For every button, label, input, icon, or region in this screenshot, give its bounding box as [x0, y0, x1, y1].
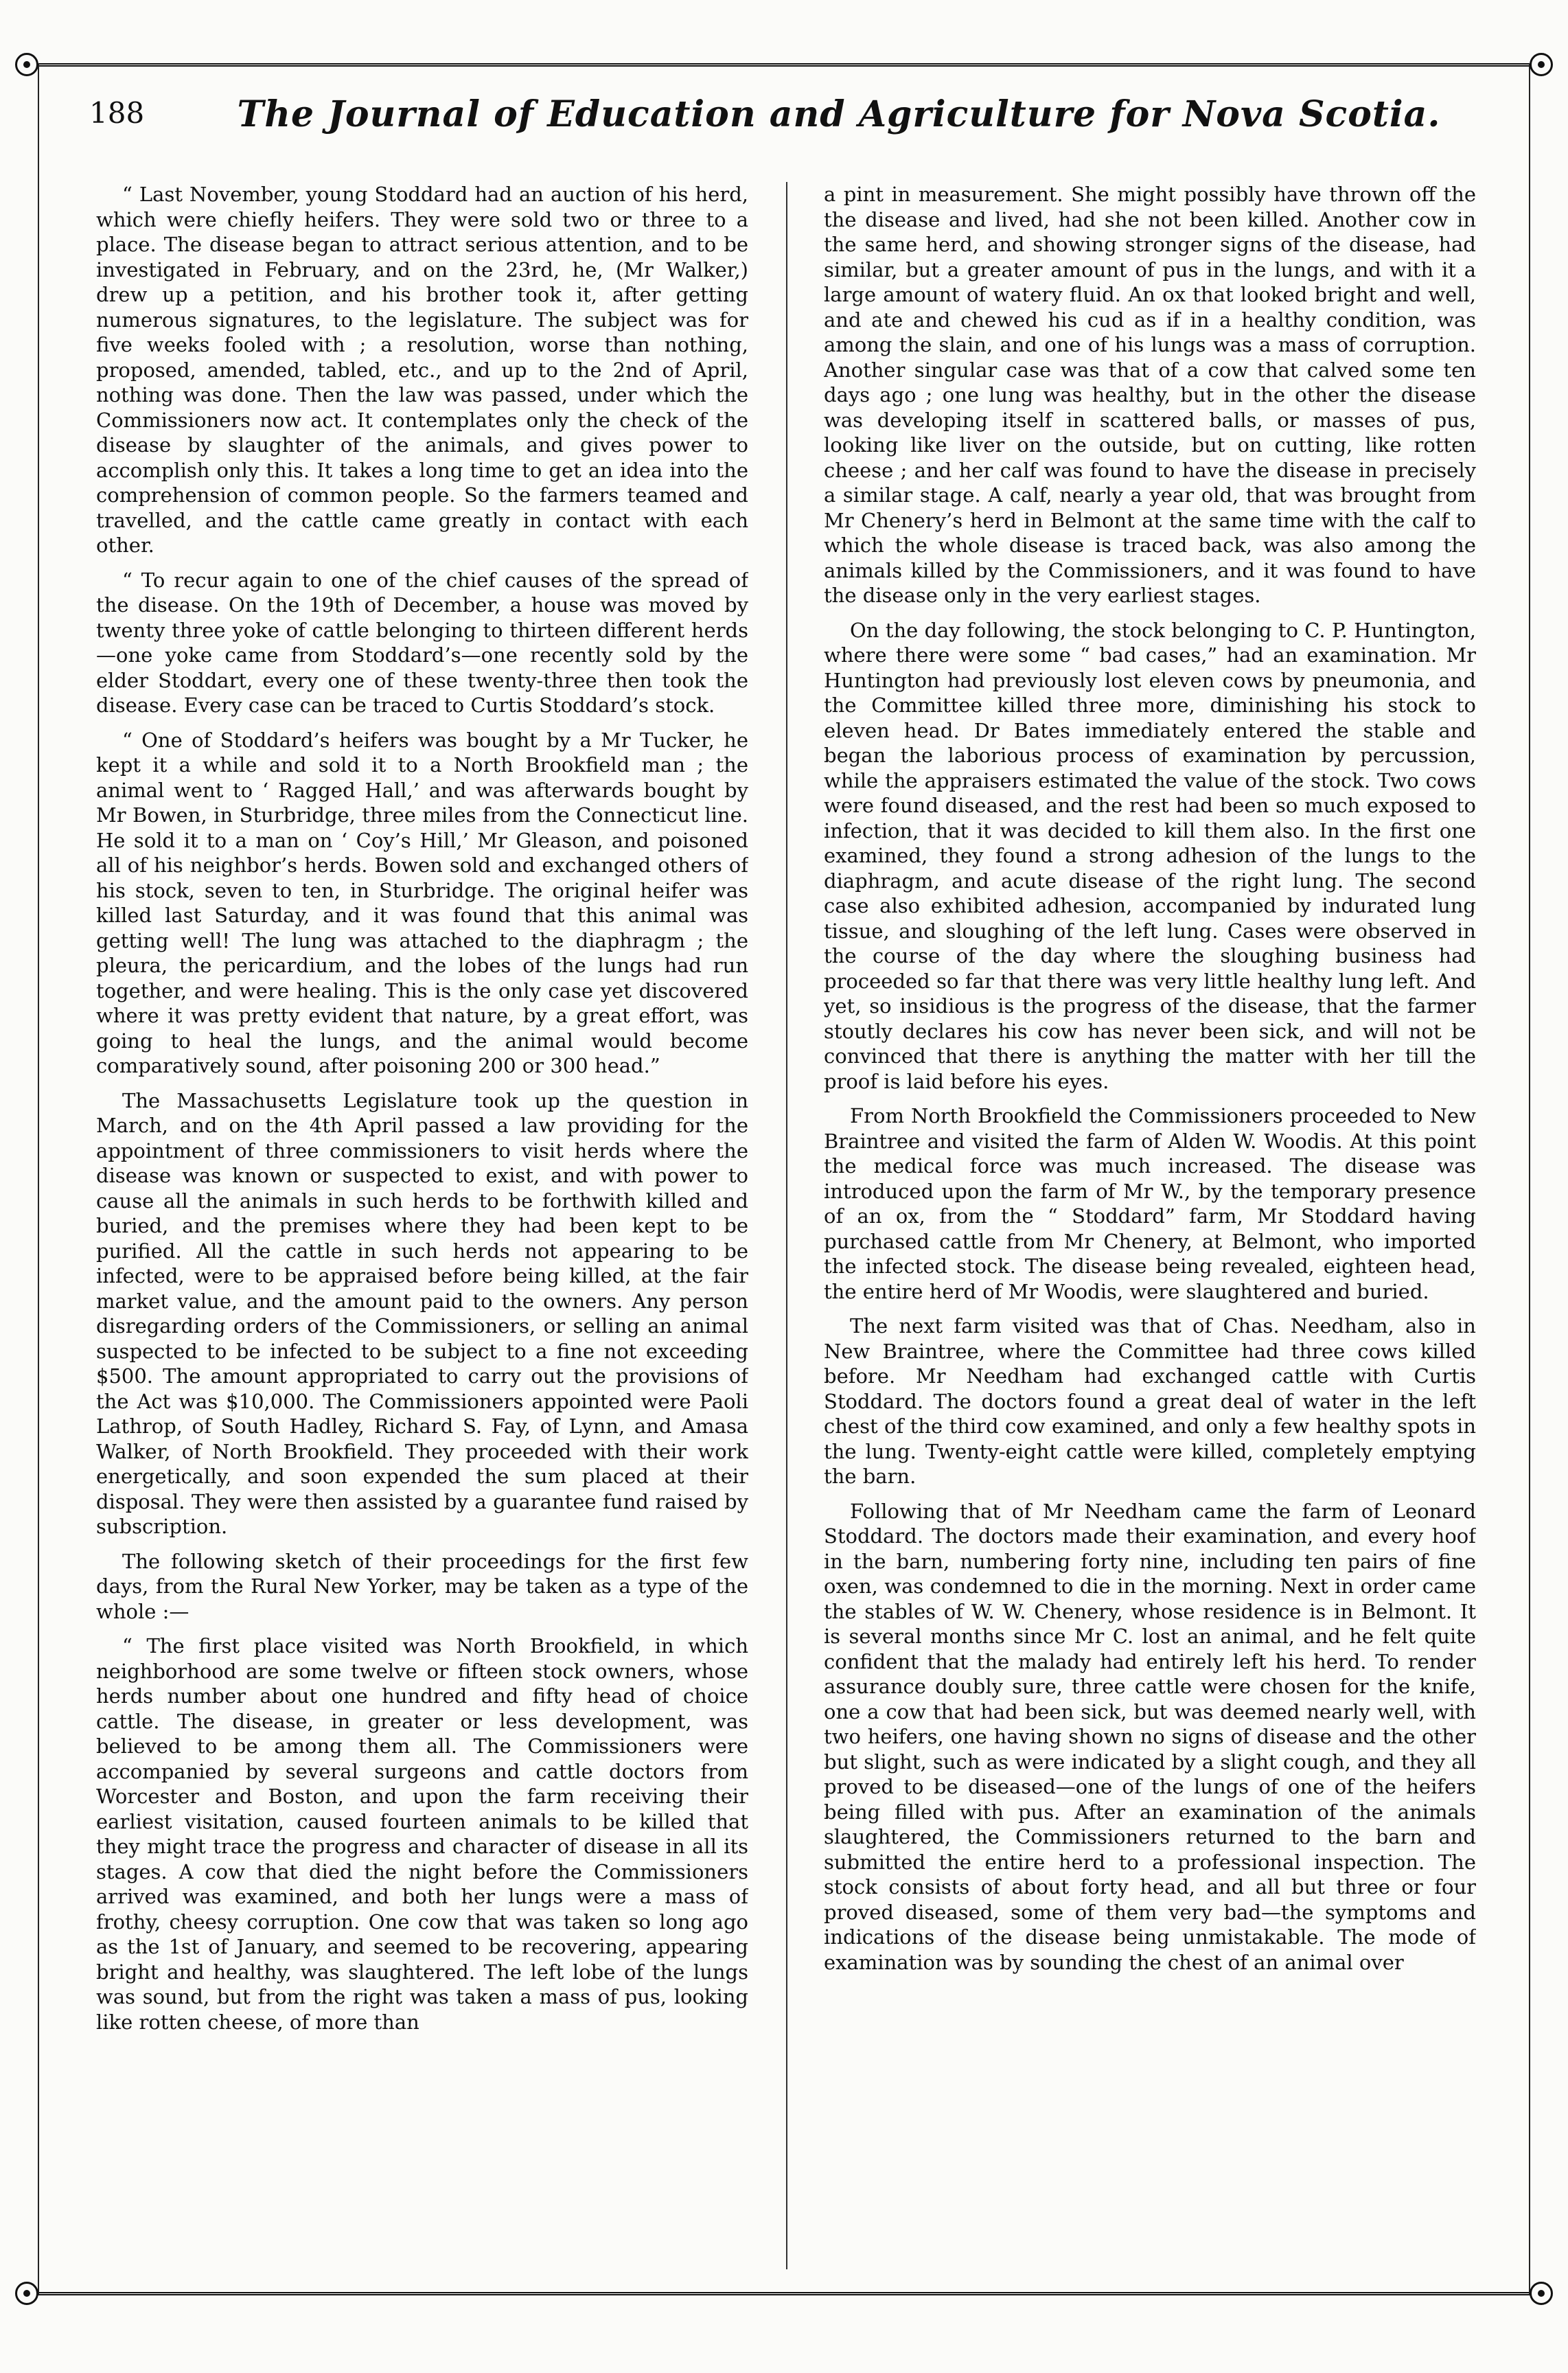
right-column	[824, 182, 1476, 2269]
corner-ornament-bottom-left-icon	[15, 2282, 38, 2305]
left-column	[96, 182, 748, 2269]
corner-ornament-bottom-right-icon	[1530, 2282, 1553, 2305]
page-number: 188	[89, 96, 145, 130]
left-paragraph-4: The Massachusetts Legislature took up the question in March, and on the 4th April passed a law providing for the appointment of three commissioners to visit herds where the disease was known or suspected to exist, and with power to cause all the animals in such herds to be forthwith killed and buried, and the premises where they had been kept to be purified. All the cattle in such herds not appearing to be infected, were to be appraised before being killed, at the fair market value, and the amount paid to the owners. Any person disregarding orders of the Commissioners, or selling an animal suspected to be infected to be subject to a fine not exceeding $500. The amount appropriated to carry out the provisions of the Act was $10,000. The Commissioners appointed were Paoli Lathrop, of South Hadley, Richard S. Fay, of Lynn, and Amasa Walker, of North Brookfield. They proceeded with their work energetically, and soon expended the sum placed at their disposal. They were then assisted by a guarantee fund raised by subscription.	[96, 1088, 748, 1538]
left-paragraph-2: “ To recur again to one of the chief causes of the spread of the disease. On the 19th of December, a house was moved by twenty three yoke of cattle belonging to thirteen different herds—one yoke came from Stoddard’s—one recently sold by the elder Stoddart, every one of these twenty-three then took the disease. Every case can be traced to Curtis Stoddard’s stock.	[96, 568, 748, 717]
article-columns	[96, 182, 1476, 2269]
corner-ornament-top-left-icon	[15, 53, 38, 76]
right-paragraph-1: a pint in measurement. She might possibly have thrown off the the disease and lived, had she not been killed. Another cow in the same herd, and showing stronger signs of the disease, had similar, but a greater amount of pus in the lungs, and with it a large amount of watery fluid. An ox that looked bright and well, and ate and chewed his cud as if in a healthy condition, was among the slain, and one of his lungs was a mass of corruption. Another singular case was that of a cow that calved some ten days ago ; one lung was healthy, but in the other the disease was developing itself in scattered balls, or masses of pus, looking like liver on the outside, but on cutting, like rotten cheese ; and her calf was found to have the disease in precisely a similar stage. A calf, nearly a year old, that was brought from Mr Chenery’s herd in Belmont at the same time with the calf to which the whole disease is traced back, was also among the animals killed by the Commissioners, and it was found to have the disease only in the very earliest stages.	[824, 183, 1476, 607]
right-paragraph-2: On the day following, the stock belonging to C. P. Huntington, where there were some “ bad cases,” had an examination. Mr Huntington had previously lost eleven cows by pneumonia, and the Committee killed three more, diminishing his stock to eleven head. Dr Bates immediately entered the stable and began the laborious process of examination by percussion, while the appraisers estimated the value of the stock. Two cows were found diseased, and the rest had been so much exposed to infection, that it was decided to kill them also. In the first one examined, they found a strong adhesion of the lungs to the diaphragm, and acute disease of the right lung. The second case also exhibited adhesion, accompanied by indurated lung tissue, and sloughing of the left lung. Cases were observed in the course of the day where the sloughing business had proceeded so far that there was very little healthy lung left. And yet, so insidious is the progress of the disease, that the farmer stoutly declares his cow has never been sick, and will not be convinced that there is anything the matter with her till the proof is laid before his eyes.	[824, 618, 1476, 1093]
bottom-border-rule	[27, 2292, 1541, 2295]
right-paragraph-3: From North Brookfield the Commissioners proceeded to New Braintree and visited the farm of Alden W. Woodis. At this point the medical force was much increased. The disease was introduced upon the farm of Mr W., by the temporary presence of an ox, from the “ Stoddard” farm, Mr Stoddard having purchased cattle from Mr Chenery, at Belmont, who imported the infected stock. The disease being revealed, eighteen head, the entire herd of Mr Woodis, were slaughtered and buried.	[824, 1104, 1476, 1303]
left-paragraph-3: “ One of Stoddard’s heifers was bought by a Mr Tucker, he kept it a while and sold it to a North Brookfield man ; the animal went to ‘ Ragged Hall,’ and was afterwards bought by Mr Bowen, in Sturbridge, three miles from the Connecticut line. He sold it to a man on ‘ Coy’s Hill,’ Mr Gleason, and poisoned all of his neighbor’s herds. Bowen sold and exchanged others of his stock, seven to ten, in Sturbridge. The original heifer was killed last Saturday, and it was found that this animal was getting well! The lung was attached to the diaphragm ; the pleura, the pericardium, and the lobes of the lungs had run together, and were healing. This is the only case yet discovered where it was pretty evident that nature, by a great effort, was going to heal the lungs, and the animal would become comparatively sound, after poisoning 200 or 300 head.”	[96, 728, 748, 1077]
right-border-rule	[1529, 63, 1530, 2295]
left-paragraph-1: “ Last November, young Stoddard had an auction of his herd, which were chiefly heifers. They were sold two or three to a place. The disease began to attract serious attention, and to be investigated in February, and on the 23rd, he, (Mr Walker,) drew up a petition, and his brother took it, after getting numerous signatures, to the legislature. The subject was for five weeks fooled with ; a resolution, worse than nothing, proposed, amended, tabled, etc., and up to the 2nd of April, nothing was done. Then the law was passed, under which the Commissioners now act. It contemplates only the check of the disease by slaughter of the animals, and gives power to accomplish only this. It takes a long time to get an idea into the comprehension of common people. So the farmers teamed and travelled, and the cattle came greatly in contact with each other.	[96, 183, 748, 557]
column-divider-rule	[786, 182, 787, 2269]
top-border-rule	[27, 63, 1541, 67]
left-border-rule	[38, 63, 39, 2295]
right-paragraph-4: The next farm visited was that of Chas. Needham, also in New Braintree, where the Committee had three cows killed before. Mr Needham had exchanged cattle with Curtis Stoddard. The doctors found a great deal of water in the left chest of the third cow examined, and only a few healthy spots in the lung. Twenty-eight cattle were killed, completely emptying the barn.	[824, 1314, 1476, 1488]
page-header	[82, 89, 1486, 151]
left-paragraph-5: The following sketch of their proceedings for the first few days, from the Rural New Yorker, may be taken as a type of the whole :—	[96, 1549, 748, 1623]
corner-ornament-top-right-icon	[1530, 53, 1553, 76]
left-paragraph-6: “ The first place visited was North Brookfield, in which neighborhood are some twelve or fifteen stock owners, whose herds number about one hundred and fifty head of choice cattle. The disease, in greater or less development, was believed to be among them all. The Commissioners were accompanied by several surgeons and cattle doctors from Worcester and Boston, and upon the farm receiving their earliest visitation, caused fourteen animals to be killed that they might trace the progress and character of disease in all its stages. A cow that died the night before the Commissioners arrived was examined, and both her lungs were a mass of frothy, cheesy corruption. One cow that was taken so long ago as the 1st of January, and seemed to be recovering, appearing bright and healthy, was slaughtered. The left lobe of the lungs was sound, but from the right was taken a mass of pus, looking like rotten cheese, of more than	[96, 1634, 748, 2034]
right-paragraph-5: Following that of Mr Needham came the farm of Leonard Stoddard. The doctors made their examination, and every hoof in the barn, numbering forty nine, including ten pairs of fine oxen, was condemned to die in the morning. Next in order came the stables of W. W. Chenery, whose residence is in Belmont. It is several months since Mr C. lost an animal, and he felt quite confident that the malady had entirely left his herd. To render assurance doubly sure, three cattle were chosen for the knife, one a cow that had been sick, but was deemed nearly well, with two heifers, one having shown no signs of disease and the other but slight, such as were indicated by a slight cough, and they all proved to be diseased—one of the lungs of one of the heifers being filled with pus. After an examination of the animals slaughtered, the Commissioners returned to the barn and submitted the entire herd to a professional inspection. The stock consists of about forty head, and all but three or four proved diseased, some of them very bad—the symptoms and indications of the disease being unmistakable. The mode of examination was by sounding the chest of an animal over	[824, 1499, 1476, 1974]
journal-title: The Journal of Education and Agriculture for Nova Scotia.	[237, 93, 1441, 135]
